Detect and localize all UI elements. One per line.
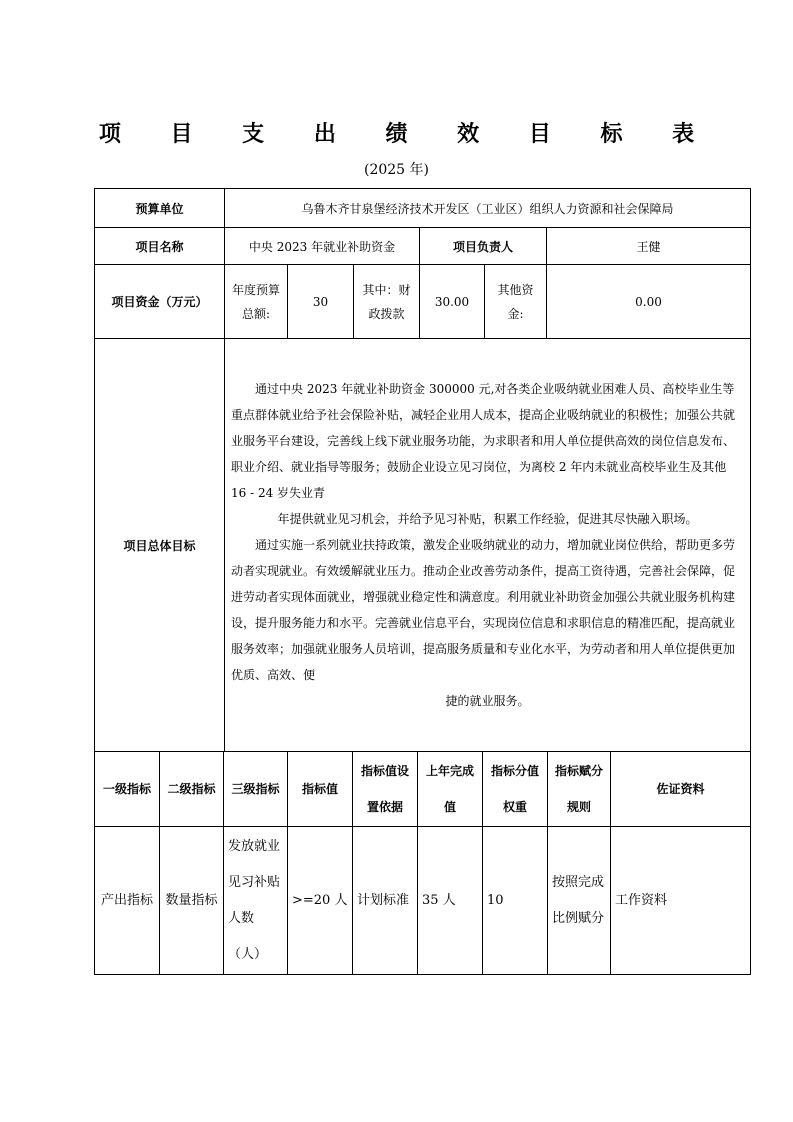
cell-rule: 按照完成比例赋分 [548, 827, 611, 975]
cell-level3: 发放就业见习补贴人数（人） [224, 827, 288, 975]
cell-weight: 10 [483, 827, 548, 975]
goal-paragraph-1: 通过中央 2023 年就业补助资金 300000 元,对各类企业吸纳就业困难人员、高校毕业生等重点群体就业给予社会保险补贴，减轻企业用人成本，提高企业吸纳就业的积极性；加强公共就业服务平台建设，完善线上线下就业服务功能，为求职者和用人单位提供高效的岗位信息发布、职业介绍、就业指导等服务；鼓励企业设立见习岗位，为离校 2 年内未就业高校毕业生及其他 16 - 24 岁失业青 [231, 382, 736, 500]
annual-budget-label: 年度预算 总额: [225, 265, 288, 339]
project-leader-label: 项目负责人 [420, 228, 547, 265]
page-title: 项 目 支 出 绩 效 目 标 表 [98, 122, 716, 147]
cell-value: >=20 人 [288, 827, 353, 975]
overall-goal-label: 项目总体目标 [95, 339, 225, 752]
cell-last-year: 35 人 [418, 827, 483, 975]
table-row [95, 827, 751, 975]
budget-unit-value: 乌鲁木齐甘泉堡经济技术开发区（工业区）组织人力资源和社会保障局 [225, 189, 751, 228]
cell-level1: 产出指标 [95, 827, 160, 975]
header-level2: 二级指标 [160, 752, 224, 827]
header-level3: 三级指标 [224, 752, 288, 827]
budget-unit-label: 预算单位 [95, 189, 225, 228]
cell-basis: 计划标准 [353, 827, 418, 975]
fiscal-funds-label: 其中：财 政拨款 [354, 265, 420, 339]
cell-level2: 数量指标 [160, 827, 224, 975]
header-last-year: 上年完成值 [418, 752, 483, 827]
header-basis: 指标值设置依据 [353, 752, 418, 827]
header-rule: 指标赋分规则 [548, 752, 611, 827]
goal-paragraph-2-end: 捷的就业服务。 [445, 694, 530, 708]
header-level1: 一级指标 [95, 752, 160, 827]
project-name-value: 中央 2023 年就业补助资金 [225, 228, 420, 265]
header-evidence: 佐证资料 [611, 752, 751, 827]
goal-paragraph-1-end: 年提供就业见习机会，并给予见习补贴，积累工作经验，促进其尽快融入职场。 [277, 512, 698, 526]
project-info-table [94, 188, 751, 752]
project-name-label: 项目名称 [95, 228, 225, 265]
project-funds-label: 项目资金（万元） [95, 265, 225, 339]
goal-paragraph-2: 通过实施一系列就业扶持政策，激发企业吸纳就业的动力，增加就业岗位供给，帮助更多劳动者实现就业。有效缓解就业压力。推动企业改善劳动条件，提高工资待遇，完善社会保障，促进劳动者实现体面就业，增强就业稳定性和满意度。利用就业补助资金加强公共就业服务机构建设，提升服务能力和水平。完善就业信息平台，实现岗位信息和求职信息的精准匹配，提高就业服务效率；加强就业服务人员培训，提高服务质量和专业化水平，为劳动者和用人单位提供更加优质、高效、便 [231, 538, 736, 682]
other-funds-label: 其他资 金: [485, 265, 547, 339]
cell-evidence: 工作资料 [611, 827, 751, 975]
other-funds-value: 0.00 [547, 265, 751, 339]
overall-goal-text [225, 339, 751, 752]
header-value: 指标值 [288, 752, 353, 827]
indicator-table [94, 751, 751, 975]
fiscal-funds-value: 30.00 [420, 265, 485, 339]
year-subtitle: (2025 年) [363, 162, 429, 178]
annual-budget-value: 30 [288, 265, 354, 339]
header-weight: 指标分值权重 [483, 752, 548, 827]
project-leader-value: 王健 [547, 228, 751, 265]
